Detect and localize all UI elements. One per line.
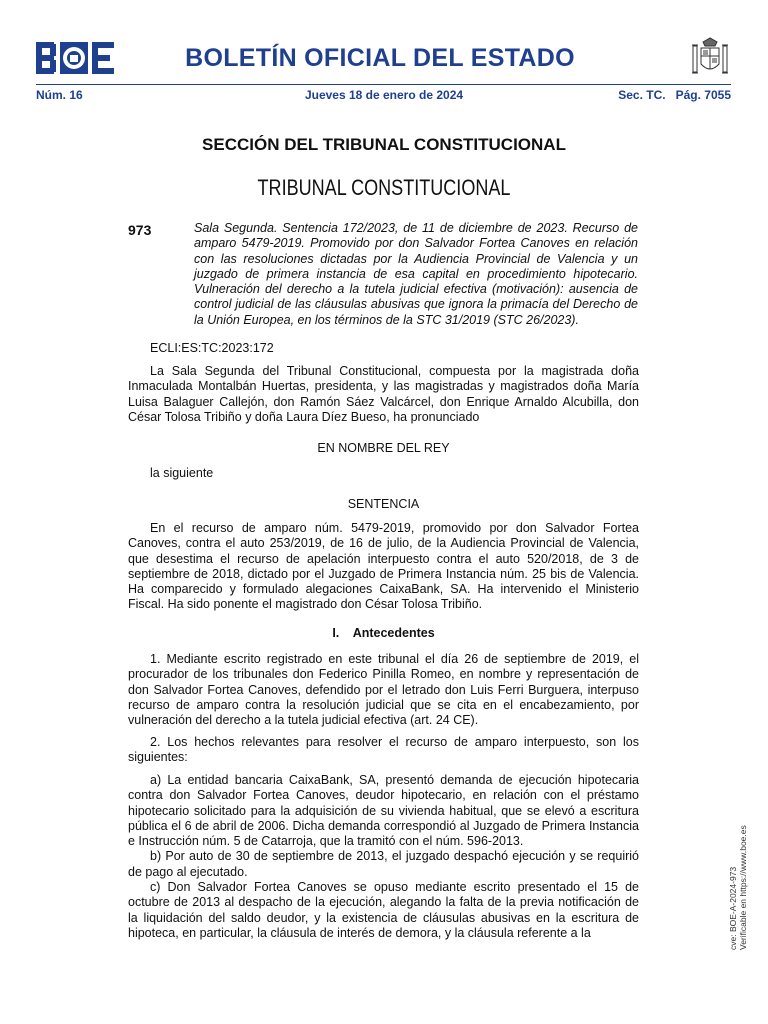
- section-page: [618, 88, 731, 102]
- sentencia-heading: SENTENCIA: [347, 497, 420, 511]
- paragraph-item-a: a) La entidad bancaria CaixaBank, SA, presentó demanda de ejecución hipotecaria contra don Salvador Fortea Canoves, deudor hipotecario, en relación con el préstamo hipotecario solicitado para la adquisición de su vivienda habitual, que se elevó a escritura pública el 6 de abril de 2006. Dicha demanda correspondió al Juzgado de Primera Instancia e Instrucción núm. 5 de Catarroja, que la tramitó con el núm. 596-2013.: [128, 773, 639, 849]
- entry-number: 973: [128, 222, 152, 238]
- court-title: TRIBUNAL CONSTITUCIONAL: [257, 175, 511, 200]
- intro-paragraph: La Sala Segunda del Tribunal Constitucional, compuesta por la magistrada doña Inmaculada Montalbán Huertas, presidenta, y las magistradas y magistrados doña María Luisa Balaguer Callejón, don Ramón Sáez Valcárcel, don Enrique Arnaldo Alcubilla, don César Tolosa Tribiño y doña Laura Díez Bueso, ha pronunciado: [128, 364, 639, 424]
- body-block: [128, 364, 639, 425]
- verification-note: [728, 825, 748, 950]
- section-heading: [128, 626, 639, 641]
- issue-date: Jueves 18 de enero de 2024: [304, 88, 464, 102]
- paragraph-item-b: b) Por auto de 30 de septiembre de 2013, el juzgado despachó ejecución y se requirió de pago al ejecutado.: [128, 849, 639, 879]
- body-block: [128, 521, 639, 613]
- page-number: Pág. 7055: [675, 88, 731, 102]
- issue-number: Núm. 16: [36, 88, 83, 102]
- ecli: ECLI:ES:TC:2023:172: [150, 341, 274, 355]
- heading-number: I.: [332, 626, 340, 640]
- boe-logo: [36, 42, 114, 74]
- section-code: Sec. TC.: [618, 88, 666, 102]
- coat-of-arms-icon: [690, 36, 730, 80]
- header-rule: [36, 84, 731, 85]
- body-block: [128, 466, 639, 481]
- verify-url: Verificable en https://www.boe.es: [738, 825, 748, 950]
- body-block: [128, 735, 639, 766]
- body-block: [128, 652, 639, 728]
- gazette-title: BOLETÍN OFICIAL DEL ESTADO: [185, 44, 575, 72]
- body-block: [128, 773, 639, 941]
- paragraph-item-c: c) Don Salvador Fortea Canoves se opuso mediante escrito presentado el 15 de octubre de 2013 al despacho de la ejecución, alegando la falta de la previa notificación de la liquidación del saldo deudor, y la existencia de cláusulas abusivas en la escritura de hipoteca, en particular, la cláusula de interés de demora, y la cláusula referente a la: [128, 880, 639, 940]
- body-block: [128, 497, 639, 512]
- body-block: [128, 341, 639, 356]
- entry-summary: Sala Segunda. Sentencia 172/2023, de 11 de diciembre de 2023. Recurso de amparo 5479-2019. Promovido por don Salvador Fortea Canoves en relación con las resoluciones dictadas por la Audiencia Provincial de Valencia y un juzgado de primera instancia de esa capital en procedimiento hipotecario. Vulneración del derecho a la tutela judicial efectiva (motivación): ausencia de control judicial de las cláusulas abusivas que ignora la primacía del Derecho de la Unión Europea, en los términos de la STC 31/2019 (STC 26/2023).: [194, 221, 638, 327]
- paragraph-antecedente-2: 2. Los hechos relevantes para resolver el recurso de amparo interpuesto, son los siguientes:: [128, 735, 639, 765]
- body-block: [128, 441, 639, 456]
- following-text: la siguiente: [150, 466, 214, 480]
- paragraph-antecedente-1: 1. Mediante escrito registrado en este tribunal el día 26 de septiembre de 2019, el procurador de los tribunales don Federico Pinilla Romeo, en nombre y representación de don Salvador Fortea Canoves, defendido por el letrado don Luis Ferri Burguera, interpuso recurso de amparo contra la resolución judicial que se cita en el encabezamiento, por vulneración del derecho a la tutela judicial efectiva (art. 24 CE).: [128, 652, 639, 728]
- cve-code: cve: BOE-A-2024-973: [728, 866, 738, 950]
- paragraph-recurso: En el recurso de amparo núm. 5479-2019, promovido por don Salvador Fortea Canoves, contra el auto 253/2019, de 16 de julio, de la Audiencia Provincial de Valencia, que desestima el recurso de apelación interpuesto contra el auto 520/2018, de 3 de septiembre de 2018, dictado por el Juzgado de Primera Instancia núm. 25 bis de Valencia. Ha comparecido y formulado alegaciones CaixaBank, SA. Ha intervenido el Ministerio Fiscal. Ha sido ponente el magistrado don César Tolosa Tribiño.: [128, 521, 639, 612]
- heading-antecedentes: Antecedentes: [352, 626, 435, 640]
- section-title: SECCIÓN DEL TRIBUNAL CONSTITUCIONAL: [202, 135, 566, 154]
- in-the-name-of-the-king: EN NOMBRE DEL REY: [317, 441, 450, 455]
